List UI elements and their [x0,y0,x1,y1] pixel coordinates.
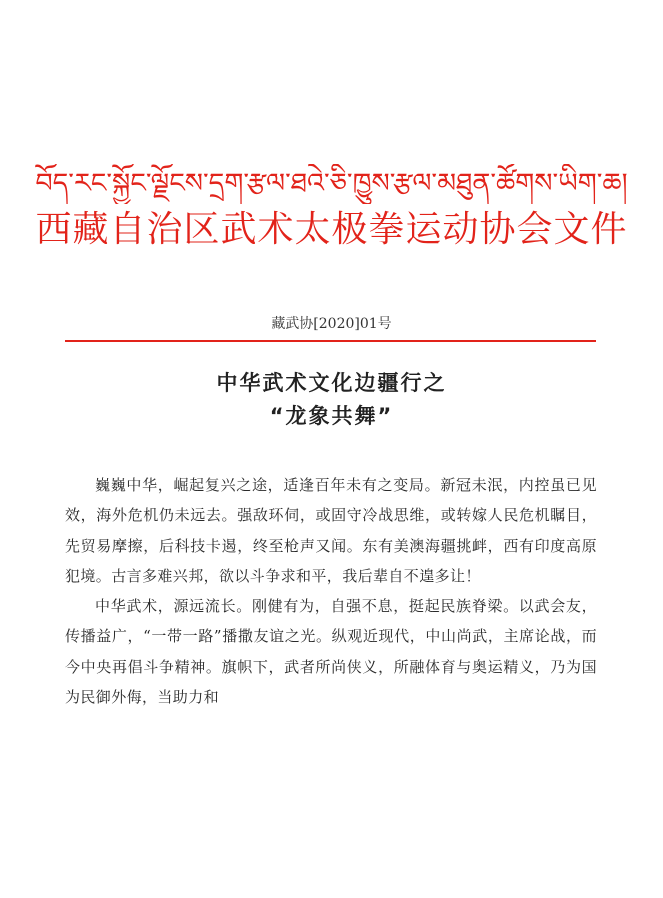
chinese-header-title: 西藏自治区武术太极拳运动协会文件 [35,209,628,250]
document-title-line-1: 中华武术文化边疆行之 [216,371,447,395]
document-title-line-2: “龙象共舞” [269,404,394,428]
body-paragraph-1: 巍巍中华，崛起复兴之途，适逢百年未有之变局。新冠未泯，内控虽已见效，海外危机仍未远去。强敌环伺，或固守冷战思维，或转嫁人民危机瞩目，先贸易摩擦，后科技卡遏，终至枪声又闻。东有美澳海疆挑衅，西有印度高原犯境。古言多难兴邦，欲以斗争求和平，我后辈自不遑多让！ [65,476,597,585]
document-body [65,470,597,712]
tibetan-header-title: བོད་རང་སྐྱོང་ལྗོངས་དྲག་རྩལ་ཐའེ་ཅི་ཁྱུས་རྩལ་མཐུན་ཚོགས་ཡིག་ཆ། [35,168,628,199]
document-number: 藏武协[2020]01号 [271,316,392,332]
red-divider-line [65,340,596,342]
body-paragraph-2: 中华武术，源远流长。刚健有为，自强不息，挺起民族脊梁。以武会友，传播益广，“一带一路”播撒友谊之光。纵观近现代，中山尚武，主席论战，而今中央再倡斗争精神。旗帜下，武者所尚侠义，所融体育与奥运精义，乃为国为民御外侮，当助力和 [65,597,597,707]
